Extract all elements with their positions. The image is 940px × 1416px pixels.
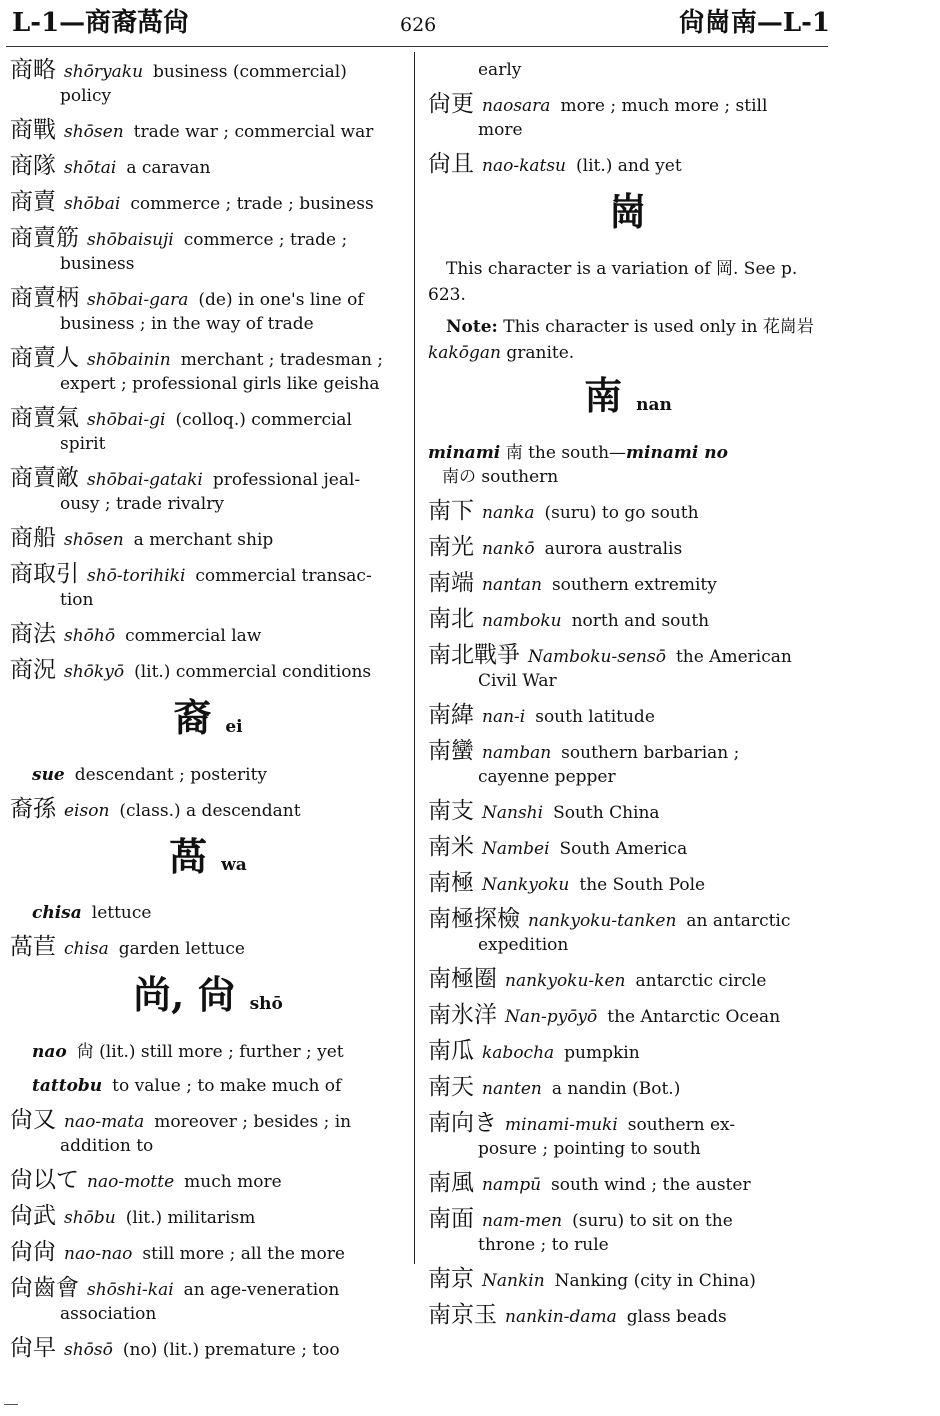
- entry-headword: 商戰: [10, 117, 56, 143]
- column-divider: [414, 52, 415, 1264]
- dictionary-entry: [428, 152, 828, 178]
- entry-continuation: addition to: [60, 1135, 154, 1156]
- note-romaji: kakōgan: [428, 343, 501, 363]
- entry-definition: southern barbarian ;: [561, 742, 740, 763]
- dictionary-entry: [428, 739, 828, 789]
- entry-headword: 南緯: [428, 701, 474, 728]
- entry-continuation: Civil War: [478, 670, 557, 691]
- entry-continuation: more: [478, 120, 523, 140]
- entry-romaji: nankō: [482, 538, 535, 559]
- entry-headword: 南極: [428, 869, 474, 896]
- entry-definition: (lit.) and yet: [576, 156, 682, 176]
- entry-definition: aurora australis: [544, 538, 683, 559]
- entry-headword: 商取引: [10, 561, 79, 587]
- entry-definition: pumpkin: [564, 1042, 640, 1063]
- entry-definition: Nanking (city in China): [554, 1270, 756, 1291]
- entry-definition: (suru) to go south: [544, 502, 699, 523]
- entry-headword: 尙又: [10, 1106, 56, 1133]
- entry-headword: 裔孫: [10, 795, 56, 822]
- kanji-heading-sho: [10, 971, 406, 1028]
- dictionary-entry: [428, 499, 828, 525]
- margin-mark: [4, 1404, 18, 1405]
- entry-definition: (suru) to sit on the: [572, 1210, 733, 1231]
- entry-headword: 南蠻: [428, 737, 474, 764]
- entry-headword: 南端: [428, 569, 474, 596]
- heading-kanji: 南: [584, 373, 623, 418]
- entry-headword: 尙且: [428, 151, 474, 177]
- kanji-heading-wa: [10, 833, 406, 890]
- entry-continuation: early: [478, 60, 522, 80]
- entry-continuation: association: [60, 1303, 157, 1324]
- entry-definition: business (commercial): [153, 62, 347, 82]
- dictionary-entry: [10, 58, 406, 108]
- dictionary-entry: [10, 226, 406, 276]
- entry-romaji: minami-muki: [505, 1114, 618, 1135]
- heading-kanji: 崗: [608, 189, 647, 234]
- entry-headword: 南瓜: [428, 1037, 474, 1064]
- entry-definition: southern ex-: [627, 1114, 736, 1135]
- entry-romaji: nankyoku-ken: [505, 970, 626, 991]
- dictionary-entry: [10, 466, 406, 516]
- heading-kanji: 裔: [173, 695, 212, 740]
- entry-headword: 南向き: [428, 1109, 497, 1136]
- dictionary-entry: [10, 154, 406, 180]
- dictionary-entry: [428, 607, 828, 633]
- entry-headword: 南光: [428, 533, 474, 560]
- running-head-left: L-1—商裔萵尙: [12, 8, 190, 38]
- dictionary-entry: [428, 799, 828, 825]
- entry-definition: more ; much more ; still: [560, 96, 768, 116]
- entry-definition: trade war ; commercial war: [133, 122, 374, 142]
- dictionary-entry: [10, 622, 406, 648]
- entry-definition: a nandin (Bot.): [551, 1078, 681, 1099]
- dictionary-entry: [10, 1168, 406, 1194]
- heading-kanji: 尚, 尙: [133, 972, 236, 1017]
- dictionary-entry: [428, 92, 828, 142]
- entry-definition: an age-veneration: [183, 1279, 340, 1300]
- entry-headword: 商賣柄: [10, 285, 79, 311]
- dictionary-entry: [428, 571, 828, 597]
- right-column: [428, 58, 828, 1339]
- entry-definition: a merchant ship: [133, 530, 274, 550]
- entry-romaji: nam-men: [482, 1210, 563, 1231]
- entry-list: [10, 1108, 406, 1362]
- entry-headword: 商賣敵: [10, 465, 79, 491]
- entry-headword: 南風: [428, 1169, 474, 1196]
- entry-romaji: shōbai-gataki: [87, 470, 203, 490]
- entry-romaji: shōryaku: [64, 62, 144, 82]
- dictionary-entry: [10, 562, 406, 612]
- heading-reading: wa: [221, 855, 247, 875]
- dictionary-entry: [10, 935, 406, 961]
- entry-continuation: ousy ; trade rivalry: [60, 494, 224, 514]
- reading-text: 南 the south—: [505, 442, 627, 463]
- entry-headword: 南下: [428, 497, 474, 524]
- continuation-line: [428, 58, 828, 82]
- entry-definition: south wind ; the auster: [551, 1174, 751, 1195]
- dictionary-entry: [428, 1207, 828, 1257]
- reading-line: [10, 1040, 406, 1064]
- entry-headword: 南支: [428, 797, 474, 824]
- kanji-heading-ei: [10, 694, 406, 751]
- reading-text: descendant ; posterity: [74, 764, 268, 785]
- entry-definition: the South Pole: [579, 874, 706, 895]
- reading-line: [428, 441, 828, 489]
- entry-headword: 尙齒會: [10, 1274, 79, 1301]
- entry-definition: (de) in one's line of: [198, 290, 364, 310]
- kanji-heading-nan: [428, 372, 828, 429]
- reading-text: lettuce: [91, 903, 152, 923]
- entry-romaji: nao-nao: [64, 1243, 133, 1264]
- entry-definition: commercial transac-: [195, 566, 372, 586]
- entry-definition: still more ; all the more: [142, 1243, 345, 1264]
- entry-romaji: shōkyō: [64, 662, 125, 682]
- entry-definition: the American: [675, 646, 792, 667]
- dictionary-entry: [10, 1336, 406, 1362]
- entry-definition: professional jeal-: [212, 470, 361, 490]
- reading-word: chisa: [32, 903, 82, 923]
- entry-definition: (colloq.) commercial: [175, 410, 352, 430]
- reading-line: [10, 901, 406, 925]
- heading-kanji: 萵: [169, 833, 208, 879]
- entry-continuation: expedition: [478, 934, 569, 955]
- dictionary-entry: [428, 1039, 828, 1065]
- variant-note: This character is a variation of 岡. See p. 623.: [428, 259, 798, 305]
- entry-definition: north and south: [571, 610, 710, 631]
- dictionary-entry: [428, 1075, 828, 1101]
- dictionary-entry: [10, 190, 406, 216]
- entry-definition: South America: [559, 838, 688, 859]
- entry-romaji: nanka: [482, 502, 535, 523]
- entry-romaji: Nanshi: [482, 802, 544, 823]
- entry-romaji: shōsō: [64, 1339, 113, 1360]
- entry-continuation: business ; in the way of trade: [60, 314, 314, 334]
- entry-continuation: throne ; to rule: [478, 1234, 609, 1255]
- dictionary-entry: [10, 658, 406, 684]
- entry-continuation: posure ; pointing to south: [478, 1138, 701, 1159]
- entry-headword: 商賣人: [10, 345, 79, 371]
- entry-headword: 尙早: [10, 1334, 56, 1361]
- dictionary-entry: [428, 871, 828, 897]
- entry-headword: 南京玉: [428, 1301, 497, 1328]
- entry-romaji: Nankin: [482, 1270, 545, 1291]
- entry-headword: 商法: [10, 621, 56, 647]
- entry-romaji: nanten: [482, 1078, 542, 1099]
- entry-headword: 南氷洋: [428, 1001, 497, 1028]
- dictionary-entry: [10, 406, 406, 456]
- dictionary-entry: [10, 526, 406, 552]
- entry-continuation: policy: [60, 86, 112, 106]
- entry-definition: South China: [553, 802, 660, 823]
- entry-romaji: namban: [482, 742, 552, 763]
- entry-romaji: nantan: [482, 574, 542, 595]
- dictionary-entry: [428, 835, 828, 861]
- entry-headword: 南北戰爭: [428, 641, 520, 668]
- dictionary-entry: [428, 1303, 828, 1329]
- dictionary-entry: [10, 118, 406, 144]
- entry-romaji: Nankyoku: [482, 874, 570, 895]
- entry-continuation: tion: [60, 590, 94, 610]
- entry-romaji: shōbai: [64, 194, 121, 214]
- entry-romaji: shōtai: [64, 158, 117, 178]
- entry-romaji: kabocha: [482, 1042, 555, 1063]
- dictionary-entry: [10, 346, 406, 396]
- entry-definition: southern extremity: [551, 574, 717, 595]
- reading-lines: [10, 763, 406, 787]
- entry-list: [428, 499, 828, 1329]
- entry-headword: 商賣: [10, 189, 56, 215]
- entry-definition: the Antarctic Ocean: [607, 1006, 781, 1027]
- entry-headword: 尙以て: [10, 1166, 79, 1193]
- running-head-right: 尙崗南—L-1: [678, 8, 830, 38]
- reading-word: sue: [32, 764, 65, 785]
- kanji-heading-ko: [428, 188, 828, 244]
- entry-romaji: shōsen: [64, 122, 124, 142]
- reading-word: nao: [32, 1041, 67, 1062]
- entry-romaji: shōbainin: [87, 350, 171, 370]
- header-rule: [6, 46, 828, 47]
- entry-definition: (lit.) commercial conditions: [134, 662, 372, 682]
- reading-word: tattobu: [32, 1075, 103, 1096]
- entry-headword: 商略: [10, 57, 56, 83]
- usage-note: [428, 314, 828, 366]
- entry-definition: (no) (lit.) premature ; too: [122, 1339, 340, 1360]
- dictionary-entry: [10, 1108, 406, 1158]
- entry-romaji: shōshi-kai: [87, 1279, 174, 1300]
- entry-romaji: nankin-dama: [505, 1306, 617, 1327]
- entry-headword: 南北: [428, 605, 474, 632]
- entry-romaji: nankyoku-tanken: [528, 910, 677, 931]
- entry-headword: 南極圈: [428, 965, 497, 992]
- dictionary-entry: [428, 1111, 828, 1161]
- dictionary-entry: [428, 907, 828, 957]
- entry-headword: 南面: [428, 1205, 474, 1232]
- left-column: [10, 58, 406, 1372]
- entry-continuation: cayenne pepper: [478, 766, 616, 787]
- dictionary-entry: [10, 1204, 406, 1230]
- entry-headword: 南極探檢: [428, 905, 520, 932]
- entry-headword: 萵苣: [10, 934, 56, 960]
- entry-definition: glass beads: [626, 1306, 727, 1327]
- entry-definition: (class.) a descendant: [119, 800, 301, 821]
- entry-romaji: Namboku-sensō: [528, 646, 666, 667]
- entry-romaji: shōhō: [64, 626, 116, 646]
- entry-definition: commercial law: [125, 626, 262, 646]
- entry-romaji: chisa: [64, 939, 109, 959]
- entry-headword: 尙武: [10, 1202, 56, 1229]
- dictionary-entry: [428, 643, 828, 693]
- entry-headword: 尙尙: [10, 1238, 56, 1265]
- heading-reading: shō: [249, 993, 283, 1014]
- entry-romaji: Nan-pyōyō: [505, 1006, 598, 1027]
- entry-romaji: shō-torihiki: [87, 566, 186, 586]
- entry-romaji: eison: [64, 800, 110, 821]
- note-label: Note:: [446, 317, 498, 337]
- entry-definition: commerce ; trade ; business: [130, 194, 374, 214]
- reading-word: minami: [428, 442, 501, 463]
- entry-headword: 商況: [10, 657, 56, 683]
- entry-definition: a caravan: [126, 158, 211, 178]
- page-number: 626: [400, 14, 437, 36]
- entry-romaji: shōsen: [64, 530, 124, 550]
- entry-definition: an antarctic: [686, 910, 791, 931]
- entry-continuation: 南の southern: [442, 466, 559, 487]
- entry-romaji: shōbai-gi: [87, 410, 166, 430]
- reading-text: to value ; to make much of: [112, 1075, 342, 1096]
- entry-headword: 南天: [428, 1073, 474, 1100]
- entry-romaji: nao-katsu: [482, 156, 567, 176]
- note-word: 花崗岩: [762, 317, 814, 337]
- entry-definition: garden lettuce: [118, 939, 245, 959]
- entry-headword: 商賣筋: [10, 225, 79, 251]
- entry-definition: commerce ; trade ;: [183, 230, 348, 250]
- entry-definition: much more: [184, 1171, 282, 1192]
- entry-definition: south latitude: [535, 706, 655, 727]
- reading-line: [10, 1074, 406, 1098]
- dictionary-entry: [10, 797, 406, 823]
- entry-definition: (lit.) militarism: [125, 1207, 256, 1228]
- entry-romaji: nampū: [482, 1174, 542, 1195]
- note-text: This character is used only in: [503, 317, 758, 337]
- entry-continuation: expert ; professional girls like geisha: [60, 374, 380, 394]
- entry-romaji: nan-i: [482, 706, 526, 727]
- dictionary-entry: [428, 1003, 828, 1029]
- entry-romaji: shōbu: [64, 1207, 116, 1228]
- entry-romaji: nao-motte: [87, 1171, 175, 1192]
- entry-romaji: naosara: [482, 96, 551, 116]
- entry-headword: 商隊: [10, 153, 56, 179]
- dictionary-entry: [10, 1240, 406, 1266]
- entry-list: [10, 797, 406, 823]
- heading-reading: nan: [636, 394, 672, 415]
- entry-romaji: shōbaisuji: [87, 230, 174, 250]
- entry-definition: merchant ; tradesman ;: [180, 350, 384, 370]
- entry-headword: 南京: [428, 1265, 474, 1292]
- dictionary-entry: [10, 1276, 406, 1326]
- entry-romaji: namboku: [482, 610, 562, 631]
- reading-lines: [10, 1040, 406, 1098]
- reading-text: 尙 (lit.) still more ; further ; yet: [76, 1041, 344, 1062]
- entry-headword: 南米: [428, 833, 474, 860]
- entry-list: [10, 935, 406, 961]
- entry-headword: 尙更: [428, 91, 474, 117]
- dictionary-entry: [428, 1267, 828, 1293]
- note-tail: granite.: [506, 343, 575, 363]
- entry-headword: 商船: [10, 525, 56, 551]
- entry-list: [428, 92, 828, 178]
- entry-romaji: shōbai-gara: [87, 290, 189, 310]
- entry-romaji: nao-mata: [64, 1111, 145, 1132]
- entry-definition: moreover ; besides ; in: [154, 1111, 352, 1132]
- dictionary-entry: [428, 703, 828, 729]
- dictionary-entry: [428, 535, 828, 561]
- entry-continuation: spirit: [60, 434, 106, 454]
- reading-lines: [10, 901, 406, 925]
- entry-romaji: Nambei: [482, 838, 550, 859]
- dictionary-entry: [428, 967, 828, 993]
- entry-continuation: business: [60, 254, 135, 274]
- entry-list: [10, 58, 406, 684]
- reading-word-2: minami no: [626, 442, 728, 463]
- heading-reading: ei: [225, 716, 243, 737]
- dictionary-entry: [10, 286, 406, 336]
- dictionary-entry: [428, 1171, 828, 1197]
- entry-definition: antarctic circle: [635, 970, 767, 991]
- entry-headword: 商賣氣: [10, 405, 79, 431]
- reading-line: [10, 763, 406, 787]
